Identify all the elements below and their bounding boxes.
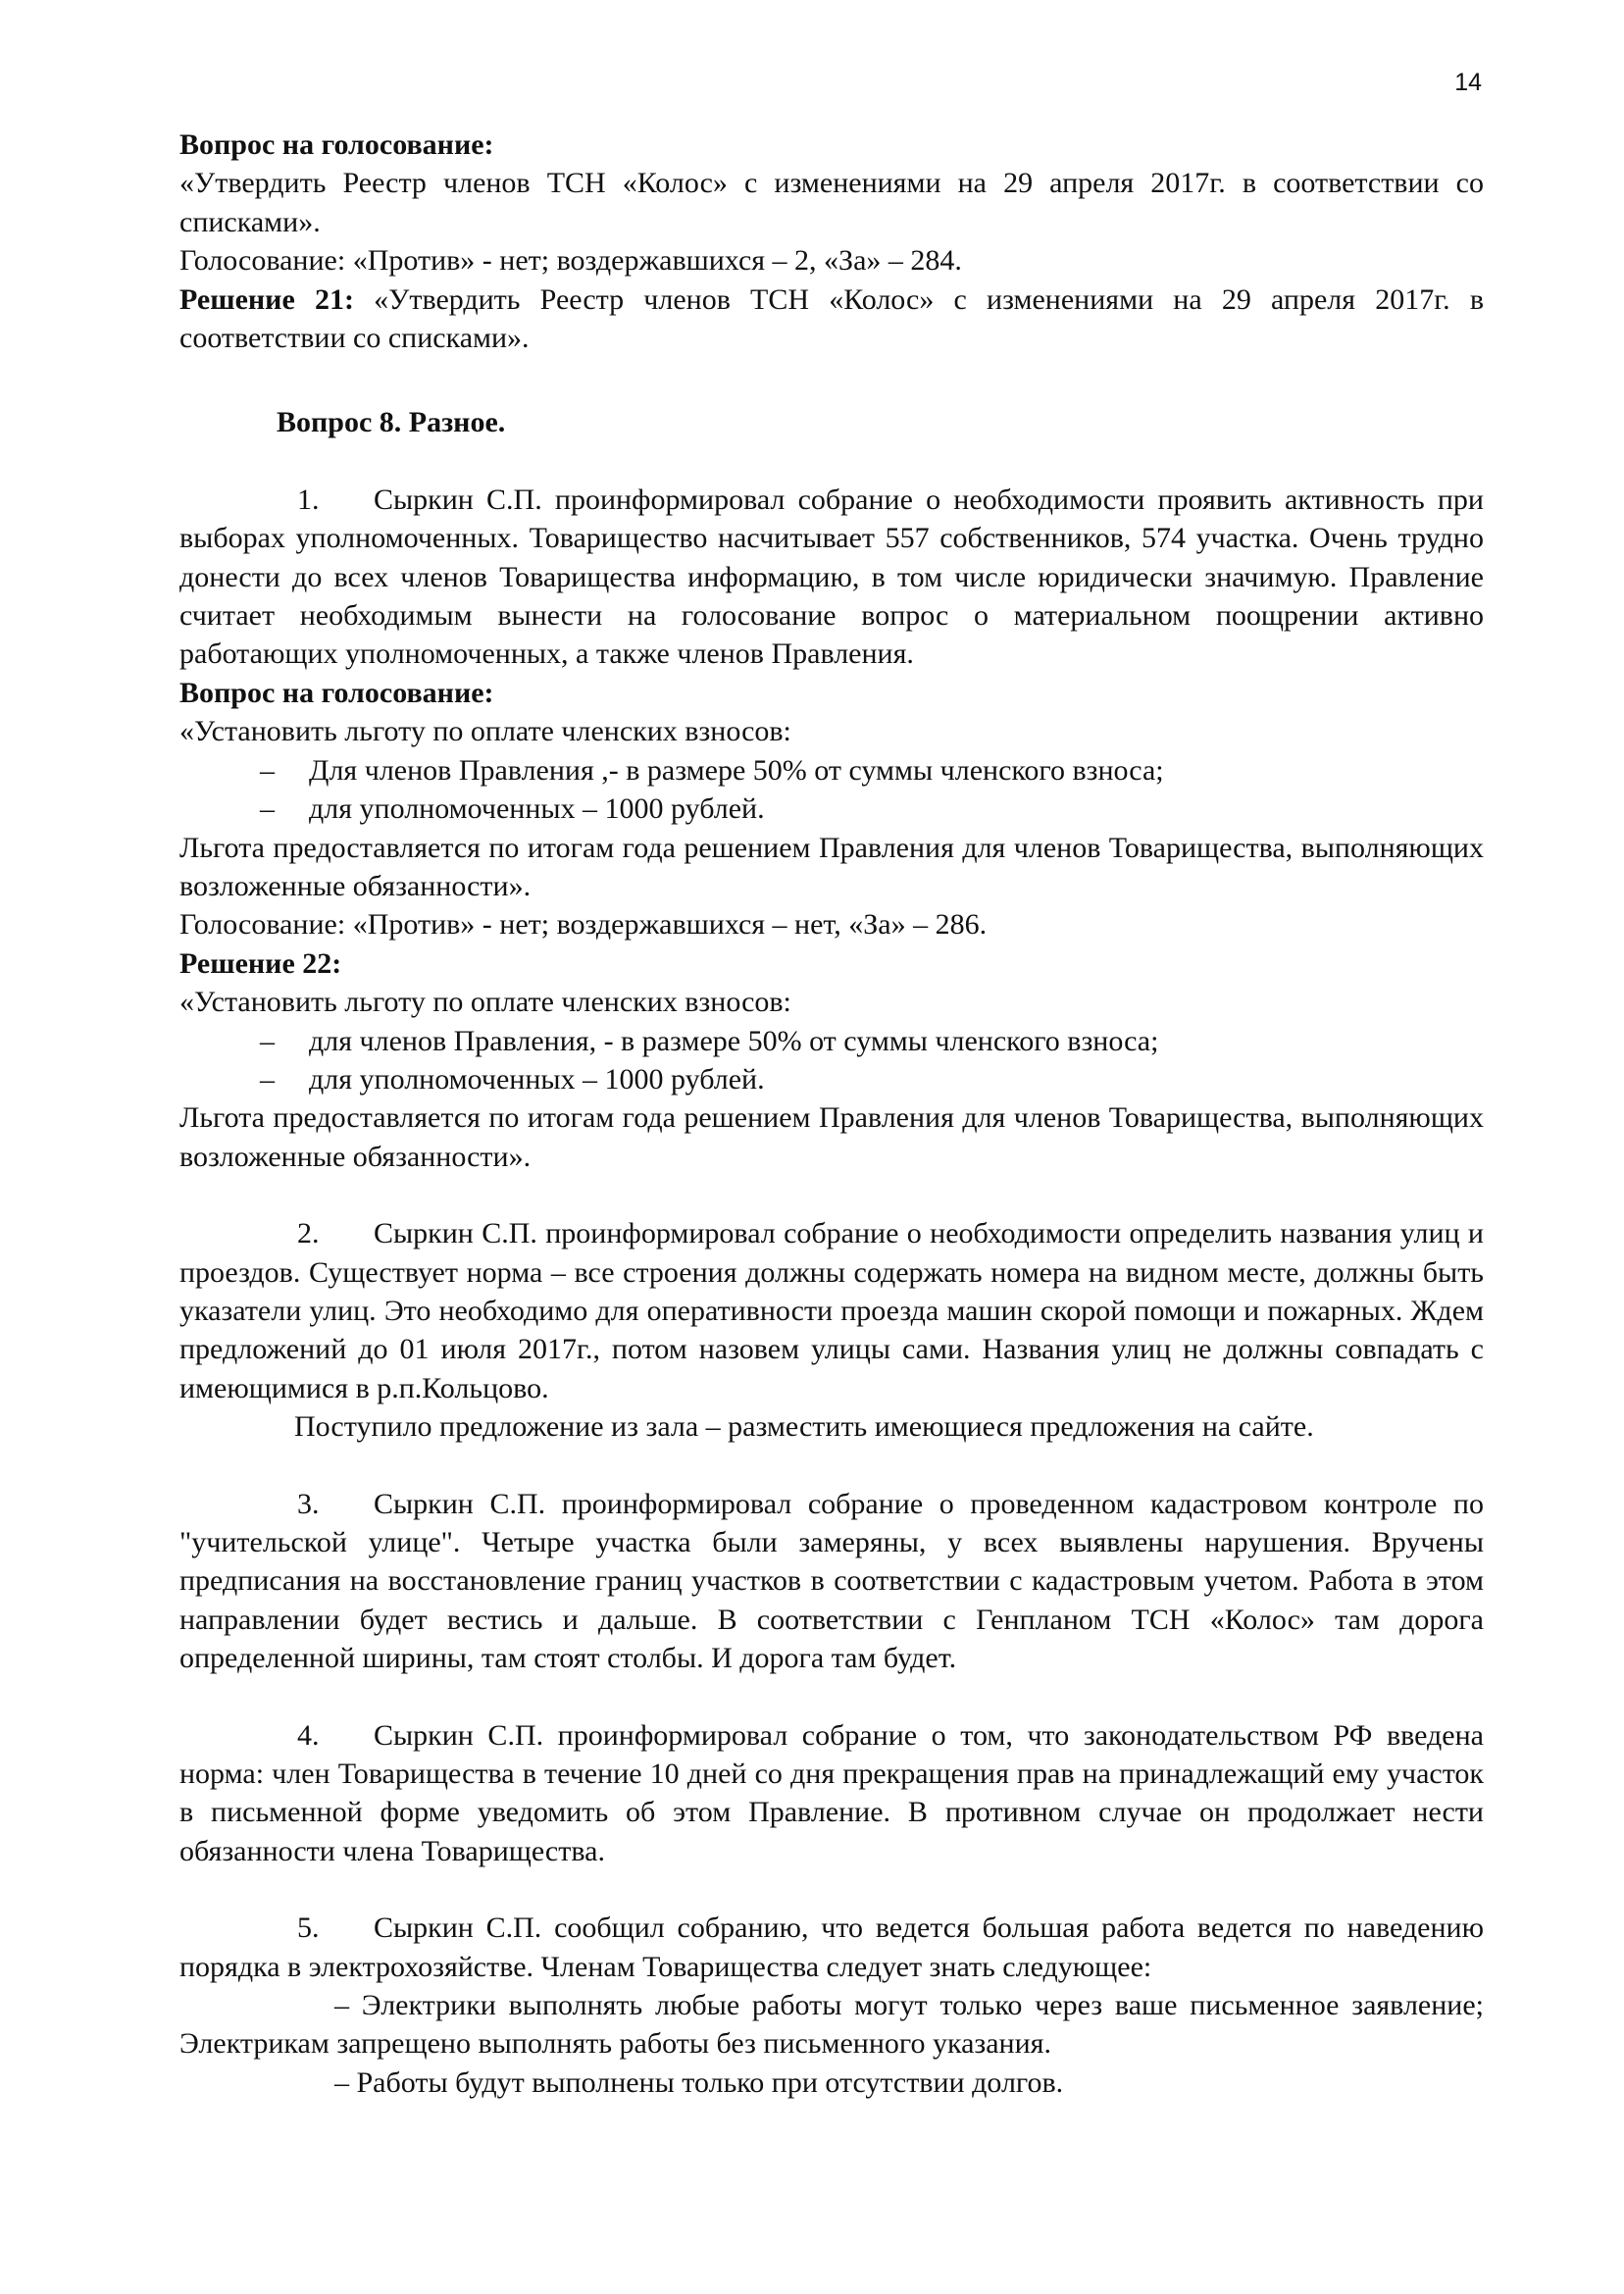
item-number: 1. — [297, 483, 320, 516]
dash-bullet: – — [334, 2065, 349, 2099]
dash-bullet: – — [260, 792, 275, 826]
item-3 — [179, 1485, 1484, 1678]
section-heading: Вопрос 8. Разное. — [277, 406, 506, 439]
item-number: 3. — [297, 1487, 320, 1520]
dash-bullet: – — [260, 753, 275, 787]
item-1 — [179, 481, 1484, 674]
vote-question-text: «Утвердить Реестр членов ТСН «Колос» с изменениями на 29 апреля 2017г. в соответствии со списками». — [179, 167, 1484, 238]
item-text: Сыркин С.П. сообщил собранию, что ведется большая работа ведется по наведению порядка в электрохозяйстве. Членам Товарищества следует знать следующее: — [179, 1912, 1484, 1983]
decision-label: Решение 22: — [179, 946, 342, 980]
item-text: Сыркин С.П. проинформировал собрание о необходимости определить названия улиц и проездов. Существует норма – все строения должны содержать номера на видном месте, должны быть указатели улиц. Это необходимо для оперативности проезда машин скорой помощи и пожарных. Ждем предложений до 01 июля 2017г., потом назовем улицы сами. Названия улиц не должны совпадать с имеющимися в р.п.Кольцово. — [179, 1217, 1484, 1404]
decision-note: Льгота предоставляется по итогам года решением Правления для членов Товарищества, выполняющих возложенные обязанности». — [179, 1101, 1484, 1173]
decision-21 — [179, 280, 1484, 358]
item-2 — [179, 1214, 1484, 1407]
list-item-text: Электрики выполнять любые работы могут только через ваше письменное заявление; Электрикам запрещено выполнять работы без письменного указания. — [179, 1989, 1484, 2061]
vote-question-heading: Вопрос на голосование: — [179, 676, 494, 709]
dash-bullet: – — [260, 1062, 275, 1096]
vote-result: Голосование: «Против» - нет; воздержавшихся – 2, «За» – 284. — [179, 244, 962, 278]
list-item — [179, 1022, 1484, 1060]
item-number: 5. — [297, 1912, 320, 1945]
decision-text: «Утвердить Реестр членов ТСН «Колос» с изменениями на 29 апреля 2017г. в соответствии со списками». — [179, 282, 1484, 355]
list-item-text: Работы будут выполнены только при отсутствии долгов. — [356, 2065, 1064, 2099]
item-text: Сыркин С.П. проинформировал собрание о проведенном кадастровом контроле по "учительской улице". Четыре участка были замеряны, у всех выявлены нарушения. Вручены предписания на восстановление границ участков в соответствии с кадастровым учетом. Работа в этом направлении будет вестись и дальше. В соответствии с Генпланом ТСН «Колос» там дорога определенной ширины, там стоят столбы. И дорога там будет. — [179, 1487, 1484, 1675]
item-4 — [179, 1716, 1484, 1871]
list-item — [179, 790, 1484, 828]
item-text: Сыркин С.П. проинформировал собрание о необходимости проявить активность при выборах уполномоченных. Товарищество насчитывает 557 собственников, 574 участка. Очень трудно донести до всех членов Товарищества информацию, в том числе юридически значимую. Правление считает необходимым вынести на голосование вопрос о материальном поощрении активно работающих уполномоченных, а также членов Правления. — [179, 483, 1484, 671]
decision-intro: «Установить льготу по оплате членских взносов: — [179, 986, 791, 1019]
list-item — [179, 1060, 1484, 1098]
list-item — [179, 2064, 1484, 2102]
item-5 — [179, 1909, 1484, 1986]
list-item-text: для уполномоченных – 1000 рублей. — [309, 1062, 765, 1096]
item-note: Поступило предложение из зала – разместить имеющиеся предложения на сайте. — [294, 1410, 1314, 1444]
page-number: 14 — [1454, 69, 1482, 96]
item-text: Сыркин С.П. проинформировал собрание о том, что законодательством РФ введена норма: член Товарищества в течение 10 дней со дня прекращения прав на принадлежащий ему участок в письменной форме уведомить об этом Правление. В противном случае он продолжает нести обязанности члена Товарищества. — [179, 1718, 1484, 1867]
decision-label: Решение 21: — [179, 282, 354, 316]
vote-question-heading: Вопрос на голосование: — [179, 128, 494, 161]
list-item-text: Для членов Правления ,- в размере 50% от суммы членского взноса; — [309, 753, 1164, 787]
list-item-text: для членов Правления, - в размере 50% от суммы членского взноса; — [309, 1024, 1159, 1057]
vote-note: Льгота предоставляется по итогам года решением Правления для членов Товарищества, выполняющих возложенные обязанности». — [179, 831, 1484, 902]
list-item-text: для уполномоченных – 1000 рублей. — [309, 792, 765, 826]
list-item — [179, 1986, 1484, 2064]
vote-question-intro: «Установить льготу по оплате членских взносов: — [179, 715, 791, 748]
dash-bullet: – — [260, 1024, 275, 1057]
vote-result: Голосование: «Против» - нет; воздержавшихся – нет, «За» – 286. — [179, 908, 988, 942]
dash-bullet: – — [334, 1989, 349, 2022]
list-item — [179, 751, 1484, 790]
document-body — [179, 126, 1484, 2102]
item-number: 2. — [297, 1217, 320, 1250]
item-number: 4. — [297, 1718, 320, 1752]
